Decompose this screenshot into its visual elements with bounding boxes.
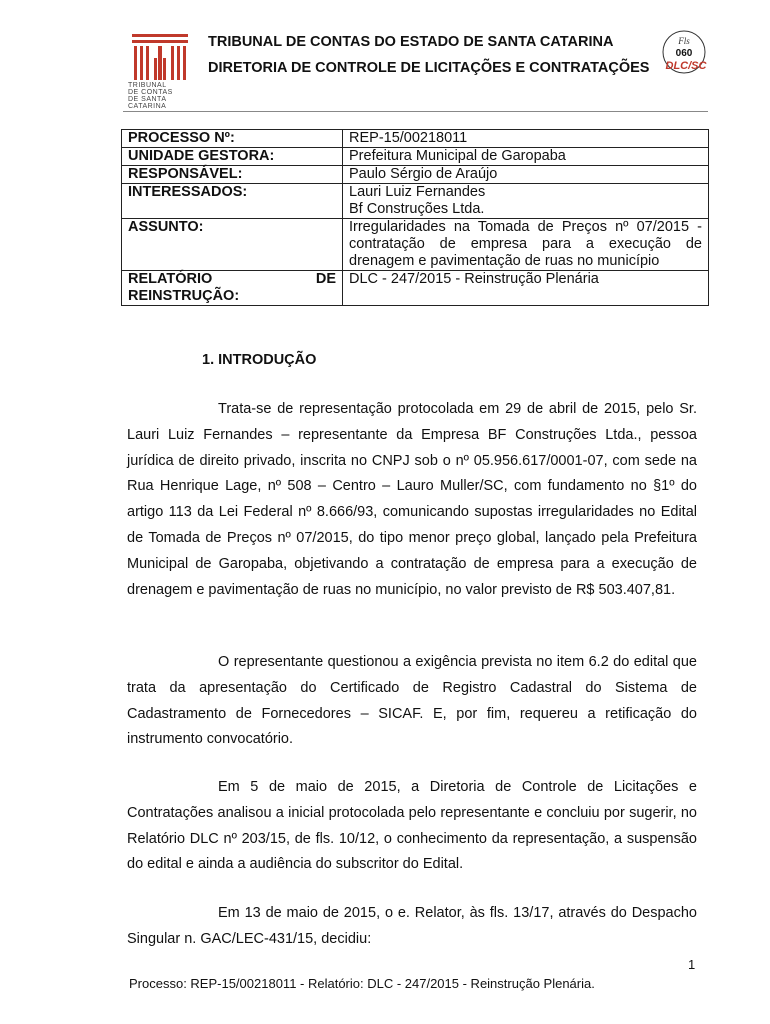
relatorio-label-a: RELATÓRIO	[128, 271, 213, 287]
processo-value: REP-15/00218011	[343, 130, 709, 148]
paragraph-1	[127, 397, 697, 603]
relatorio-label-c: REINSTRUÇÃO:	[128, 288, 240, 304]
page-number: 1	[688, 957, 696, 972]
relatorio-label	[122, 271, 343, 306]
responsavel-label: RESPONSÁVEL:	[122, 166, 343, 184]
paragraph-1-text: Trata-se de representação protocolada em 29 de abril de 2015, pelo Sr. Lauri Luiz Fernandes – representante da Empresa BF Construções Ltda., pessoa jurídica de direito privado, inscrita no CNPJ sob o nº 05.956.617/0001-07, com sede na Rua Henrique Lage, nº 508 – Centro – Lauro Muller/SC, com fundamento no §1º do artigo 113 da Lei Federal nº 8.666/93, comunicando supostas irregularidades no Edital de Tomada de Preços nº 07/2015, do tipo menor preço global, lançado pela Prefeitura Municipal de Garopaba, objetivando a contratação de empresa para a execução de drenagem e pavimentação de ruas no município, no valor previsto de R$ 503.407,81.	[127, 401, 697, 598]
paragraph-4	[127, 901, 697, 953]
table-row	[122, 148, 709, 166]
responsavel-value: Paulo Sérgio de Araújo	[343, 166, 709, 184]
assunto-label: ASSUNTO:	[122, 219, 343, 271]
org-directorate: DIRETORIA DE CONTROLE DE LICITAÇÕES E CONTRATAÇÕES	[208, 60, 650, 76]
table-row	[122, 271, 709, 306]
assunto-value: Irregularidades na Tomada de Preços nº 07/2015 - contratação de empresa para a execução de drenagem e pavimentação de ruas no município	[343, 219, 709, 271]
interessados-label: INTERESSADOS:	[122, 184, 343, 219]
paragraph-3-text: Em 5 de maio de 2015, a Diretoria de Controle de Licitações e Contratações analisou a inicial protocolada pelo representante e concluiu por sugerir, no Relatório DLC nº 203/15, de fls. 10/12, o conhecimento da representação, a suspensão do edital e ainda a audiência do subscritor do Edital.	[127, 779, 697, 873]
relatorio-label-line1	[128, 271, 336, 288]
stamp-code: DLC/SC	[665, 60, 707, 72]
folio-stamp	[660, 28, 708, 76]
tce-logo	[128, 32, 194, 112]
relatorio-label-b: DE	[315, 271, 336, 287]
tce-logo-mark	[128, 32, 194, 82]
interessado-1: Lauri Luiz Fernandes	[349, 184, 486, 200]
unidade-value: Prefeitura Municipal de Garopaba	[343, 148, 709, 166]
section-title: 1. INTRODUÇÃO	[202, 352, 317, 368]
processo-label: PROCESSO Nº:	[122, 130, 343, 148]
process-info-table	[121, 129, 709, 306]
table-row	[122, 166, 709, 184]
table-row	[122, 184, 709, 219]
relatorio-value: DLC - 247/2015 - Reinstrução Plenária	[343, 271, 709, 306]
header-divider	[123, 111, 708, 112]
interessados-value	[343, 184, 709, 219]
paragraph-2-text: O representante questionou a exigência prevista no item 6.2 do edital que trata da apresentação do Certificado de Registro Cadastral do Sistema de Cadastramento de Fornecedores – SICAF. E, por fim, requereu a retificação do instrumento convocatório.	[127, 654, 697, 748]
paragraph-4-text: Em 13 de maio de 2015, o e. Relator, às fls. 13/17, através do Despacho Singular n. GAC/LEC-431/15, decidiu:	[127, 905, 697, 947]
interessado-2: Bf Construções Ltda.	[349, 201, 485, 217]
table-row	[122, 219, 709, 271]
stamp-fls: Fls	[678, 36, 690, 46]
table-row	[122, 130, 709, 148]
unidade-label: UNIDADE GESTORA:	[122, 148, 343, 166]
org-title: TRIBUNAL DE CONTAS DO ESTADO DE SANTA CATARINA	[208, 34, 614, 50]
logo-text: TRIBUNAL DE CONTAS DE SANTA CATARINA	[128, 82, 173, 110]
stamp-number: 060	[675, 48, 693, 59]
paragraph-2	[127, 650, 697, 753]
paragraph-3	[127, 775, 697, 878]
page-footer: Processo: REP-15/00218011 - Relatório: DLC - 247/2015 - Reinstrução Plenária.	[129, 976, 595, 991]
